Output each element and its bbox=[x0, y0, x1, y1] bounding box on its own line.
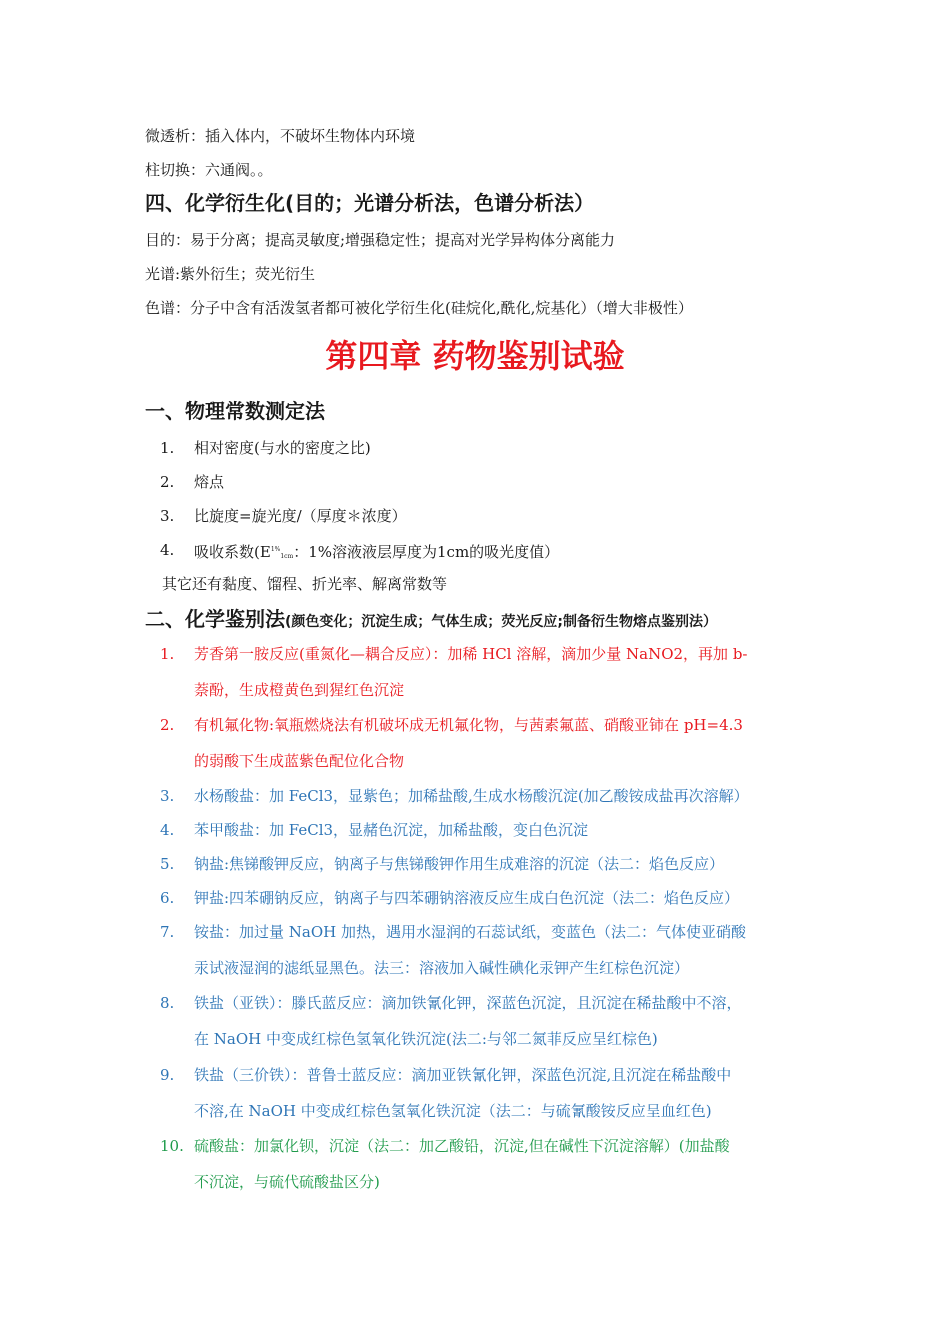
intro-line-microdialysis: 微透析：插入体内，不破坏生物体内环境 bbox=[145, 127, 416, 145]
item-text-line1: 苯甲酸盐：加 FeCl3，显赭色沉淀，加稀盐酸，变白色沉淀 bbox=[194, 821, 589, 839]
chemical-heading bbox=[145, 606, 717, 635]
item-text-line2: 不溶,在 NaOH 中变成红棕色氢氧化铁沉淀（法二：与硫氰酸铵反应呈血红色) bbox=[194, 1102, 712, 1120]
item-text-line1: 水杨酸盐：加 FeCl3，显紫色；加稀盐酸,生成水杨酸沉淀(加乙酸铵成盐再次溶解） bbox=[194, 787, 749, 805]
item-text-line1: 钠盐:焦锑酸钾反应，钠离子与焦锑酸钾作用生成难溶的沉淀（法二：焰色反应） bbox=[194, 855, 725, 873]
section4-chroma: 色谱：分子中含有活泼氢者都可被化学衍生化(硅烷化,酰化,烷基化）（增大非极性） bbox=[145, 299, 693, 317]
item-text-line1: 有机氟化物:氧瓶燃烧法有机破坏成无机氟化物，与茜素氟蓝、硝酸亚铈在 pH=4.3 bbox=[194, 716, 743, 734]
chemical-heading-sub: (颜色变化；沉淀生成；气体生成；荧光反应;制备衍生物熔点鉴别法） bbox=[285, 614, 717, 630]
item-number: 4. bbox=[160, 541, 175, 559]
item-text-line2: 汞试液湿润的滤纸显黑色。法三：溶液加入碱性碘化汞钾产生红棕色沉淀） bbox=[194, 959, 690, 977]
item-text-line2: 不沉淀，与硫代硫酸盐区分) bbox=[194, 1173, 380, 1191]
item-number: 1. bbox=[160, 439, 175, 457]
item-number: 9. bbox=[160, 1066, 175, 1084]
section4-purpose: 目的：易于分离；提高灵敏度;增强稳定性；提高对光学异构体分离能力 bbox=[145, 231, 616, 249]
item-number: 6. bbox=[160, 889, 175, 907]
item-text-line1: 钾盐:四苯硼钠反应，钠离子与四苯硼钠溶液反应生成白色沉淀（法二：焰色反应） bbox=[194, 889, 740, 907]
item-text-line2: 萘酚，生成橙黄色到猩红色沉淀 bbox=[194, 681, 405, 699]
item-number: 5. bbox=[160, 855, 175, 873]
item-text: 相对密度(与水的密度之比) bbox=[194, 439, 371, 457]
intro-line-column-switch: 柱切换：六通阀。。 bbox=[145, 161, 273, 179]
item-text-line2: 的弱酸下生成蓝紫色配位化合物 bbox=[194, 752, 405, 770]
item-text: 熔点 bbox=[194, 473, 225, 491]
section4-heading: 四、化学衍生化(目的；光谱分析法，色谱分析法） bbox=[145, 191, 595, 215]
absorbance-subscript: 1cm bbox=[280, 553, 294, 560]
chapter-title: 第四章 药物鉴别试验 bbox=[325, 337, 625, 375]
absorbance-suffix: ：1%溶液液层厚度为1cm的吸光度值） bbox=[293, 543, 560, 561]
item-text-line2: 在 NaOH 中变成红棕色氢氧化铁沉淀(法二:与邻二氮菲反应呈红棕色) bbox=[194, 1030, 658, 1048]
section4-spectra: 光谱:紫外衍生；荧光衍生 bbox=[145, 265, 316, 283]
item-text-line1: 铁盐（亚铁）：滕氏蓝反应：滴加铁氰化钾，深蓝色沉淀，且沉淀在稀盐酸中不溶， bbox=[194, 994, 742, 1012]
item-text-line1: 硫酸盐：加氯化钡，沉淀（法二：加乙酸铅，沉淀,但在碱性下沉淀溶解）(加盐酸 bbox=[194, 1137, 730, 1155]
absorbance-superscript: 1% bbox=[270, 546, 281, 553]
chemical-heading-main: 二、化学鉴别法 bbox=[145, 607, 285, 631]
item-text bbox=[194, 540, 804, 567]
item-text-line1: 芳香第一胺反应(重氮化—耦合反应）：加稀 HCl 溶解，滴加少量 NaNO2，再加 b- bbox=[194, 645, 748, 663]
item-text-line1: 铁盐（三价铁）：普鲁士蓝反应：滴加亚铁氰化钾，深蓝色沉淀,且沉淀在稀盐酸中 bbox=[194, 1066, 732, 1084]
item-number: 2. bbox=[160, 716, 175, 734]
physical-other: 其它还有黏度、馏程、折光率、解离常数等 bbox=[162, 575, 448, 593]
item-text: 比旋度=旋光度/（厚度＊浓度） bbox=[194, 507, 407, 525]
item-number: 2. bbox=[160, 473, 175, 491]
item-number: 8. bbox=[160, 994, 175, 1012]
absorbance-prefix: 吸收系数(E bbox=[194, 543, 271, 561]
item-number: 10. bbox=[160, 1137, 184, 1155]
item-text-line1: 铵盐：加过量 NaOH 加热，遇用水湿润的石蕊试纸，变蓝色（法二：气体使亚硝酸 bbox=[194, 923, 746, 941]
item-number: 7. bbox=[160, 923, 175, 941]
physical-heading: 一、物理常数测定法 bbox=[145, 399, 325, 423]
item-number: 3. bbox=[160, 787, 175, 805]
item-number: 4. bbox=[160, 821, 175, 839]
item-number: 3. bbox=[160, 507, 175, 525]
item-number: 1. bbox=[160, 645, 175, 663]
